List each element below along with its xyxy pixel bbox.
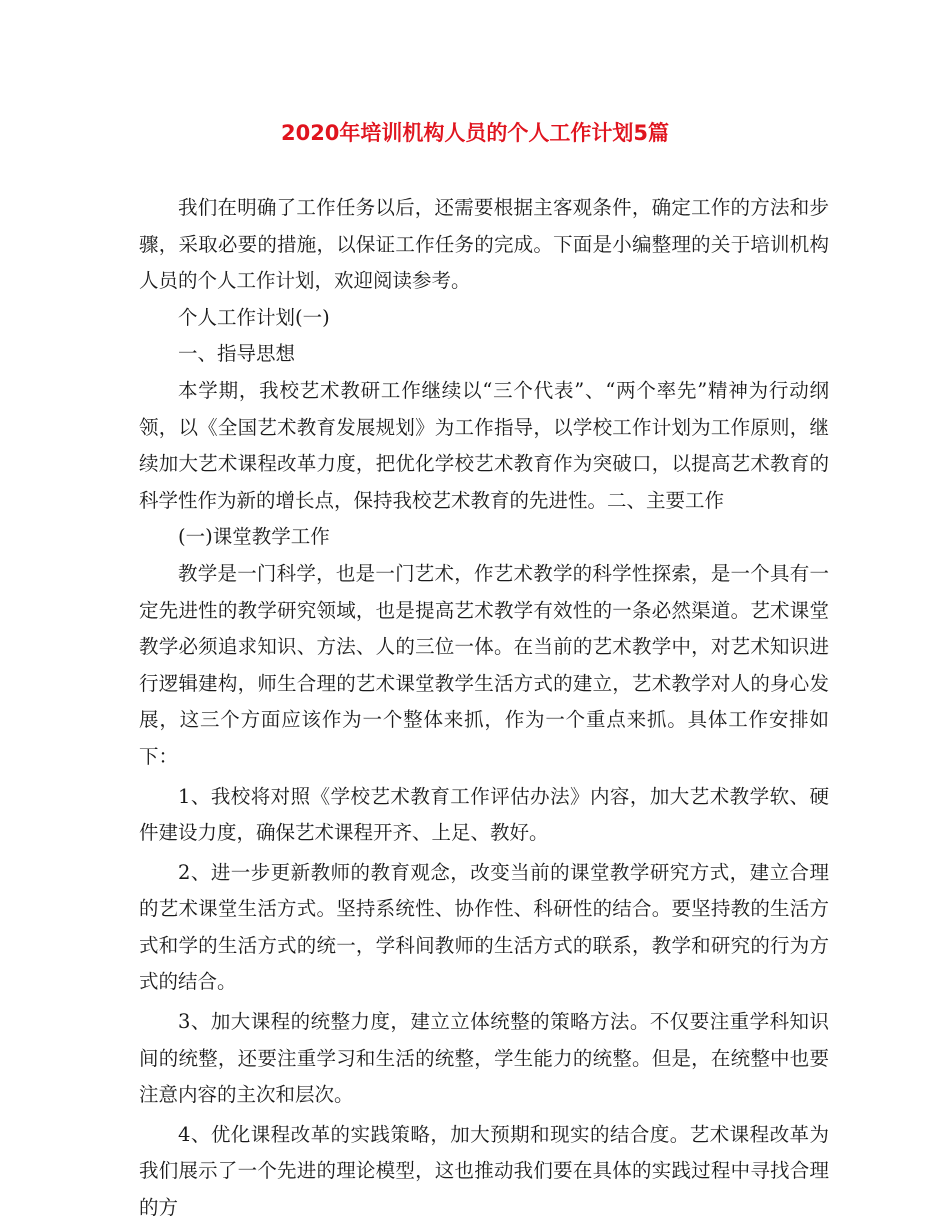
- list-item-1: 1、我校将对照《学校艺术教育工作评估办法》内容，加大艺术教学软、硬件建设力度，确保艺术课程开齐、上足、教好。: [139, 784, 829, 845]
- section-heading-classroom-teaching: (一)课堂教学工作: [178, 525, 330, 549]
- document-body: [139, 190, 829, 1227]
- list-item-2: 2、进一步更新教师的教育观念，改变当前的课堂教学研究方式，建立合理的艺术课堂生活方式。坚持系统性、协作性、科研性的结合。要坚持教的生活方式和学的生活方式的统一，学科间教师的生活方式的联系，教学和研究的行为方式的结合。: [139, 860, 829, 994]
- page-title: 2020年培训机构人员的个人工作计划5篇: [280, 121, 670, 145]
- section-heading-plan-1: 个人工作计划(一): [178, 305, 330, 329]
- paragraph-guiding-thought: 本学期，我校艺术教研工作继续以“三个代表”、“两个率先”精神为行动纲领，以《全国艺术教育发展规划》为工作指导，以学校工作计划为工作原则，继续加大艺术课程改革力度，把优化学校艺术教育作为突破口，以提高艺术教育的科学性作为新的增长点，保持我校艺术教育的先进性。二、主要工作: [139, 378, 829, 512]
- list-item-4: 4、优化课程改革的实践策略，加大预期和现实的结合度。艺术课程改革为我们展示了一个先进的理论模型，这也推动我们要在具体的实践过程中寻找合理的方: [139, 1122, 829, 1220]
- list-item-3: 3、加大课程的统整力度，建立立体统整的策略方法。不仅要注重学科知识间的统整，还要注重学习和生活的统整，学生能力的统整。但是，在统整中也要注意内容的主次和层次。: [139, 1010, 829, 1107]
- section-heading-guiding-thought: 一、指导思想: [178, 342, 296, 366]
- paragraph-classroom-teaching: 教学是一门科学，也是一门艺术，作艺术教学的科学性探索，是一个具有一定先进性的教学研究领域，也是提高艺术教学有效性的一条必然渠道。艺术课堂教学必须追求知识、方法、人的三位一体。在当前的艺术教学中，对艺术知识进行逻辑建构，师生合理的艺术课堂教学生活方式的建立，艺术教学对人的身心发展，这三个方面应该作为一个整体来抓，作为一个重点来抓。具体工作安排如下：: [139, 561, 829, 768]
- intro-paragraph: 我们在明确了工作任务以后，还需要根据主客观条件，确定工作的方法和步骤，采取必要的措施，以保证工作任务的完成。下面是小编整理的关于培训机构人员的个人工作计划，欢迎阅读参考。: [139, 196, 829, 293]
